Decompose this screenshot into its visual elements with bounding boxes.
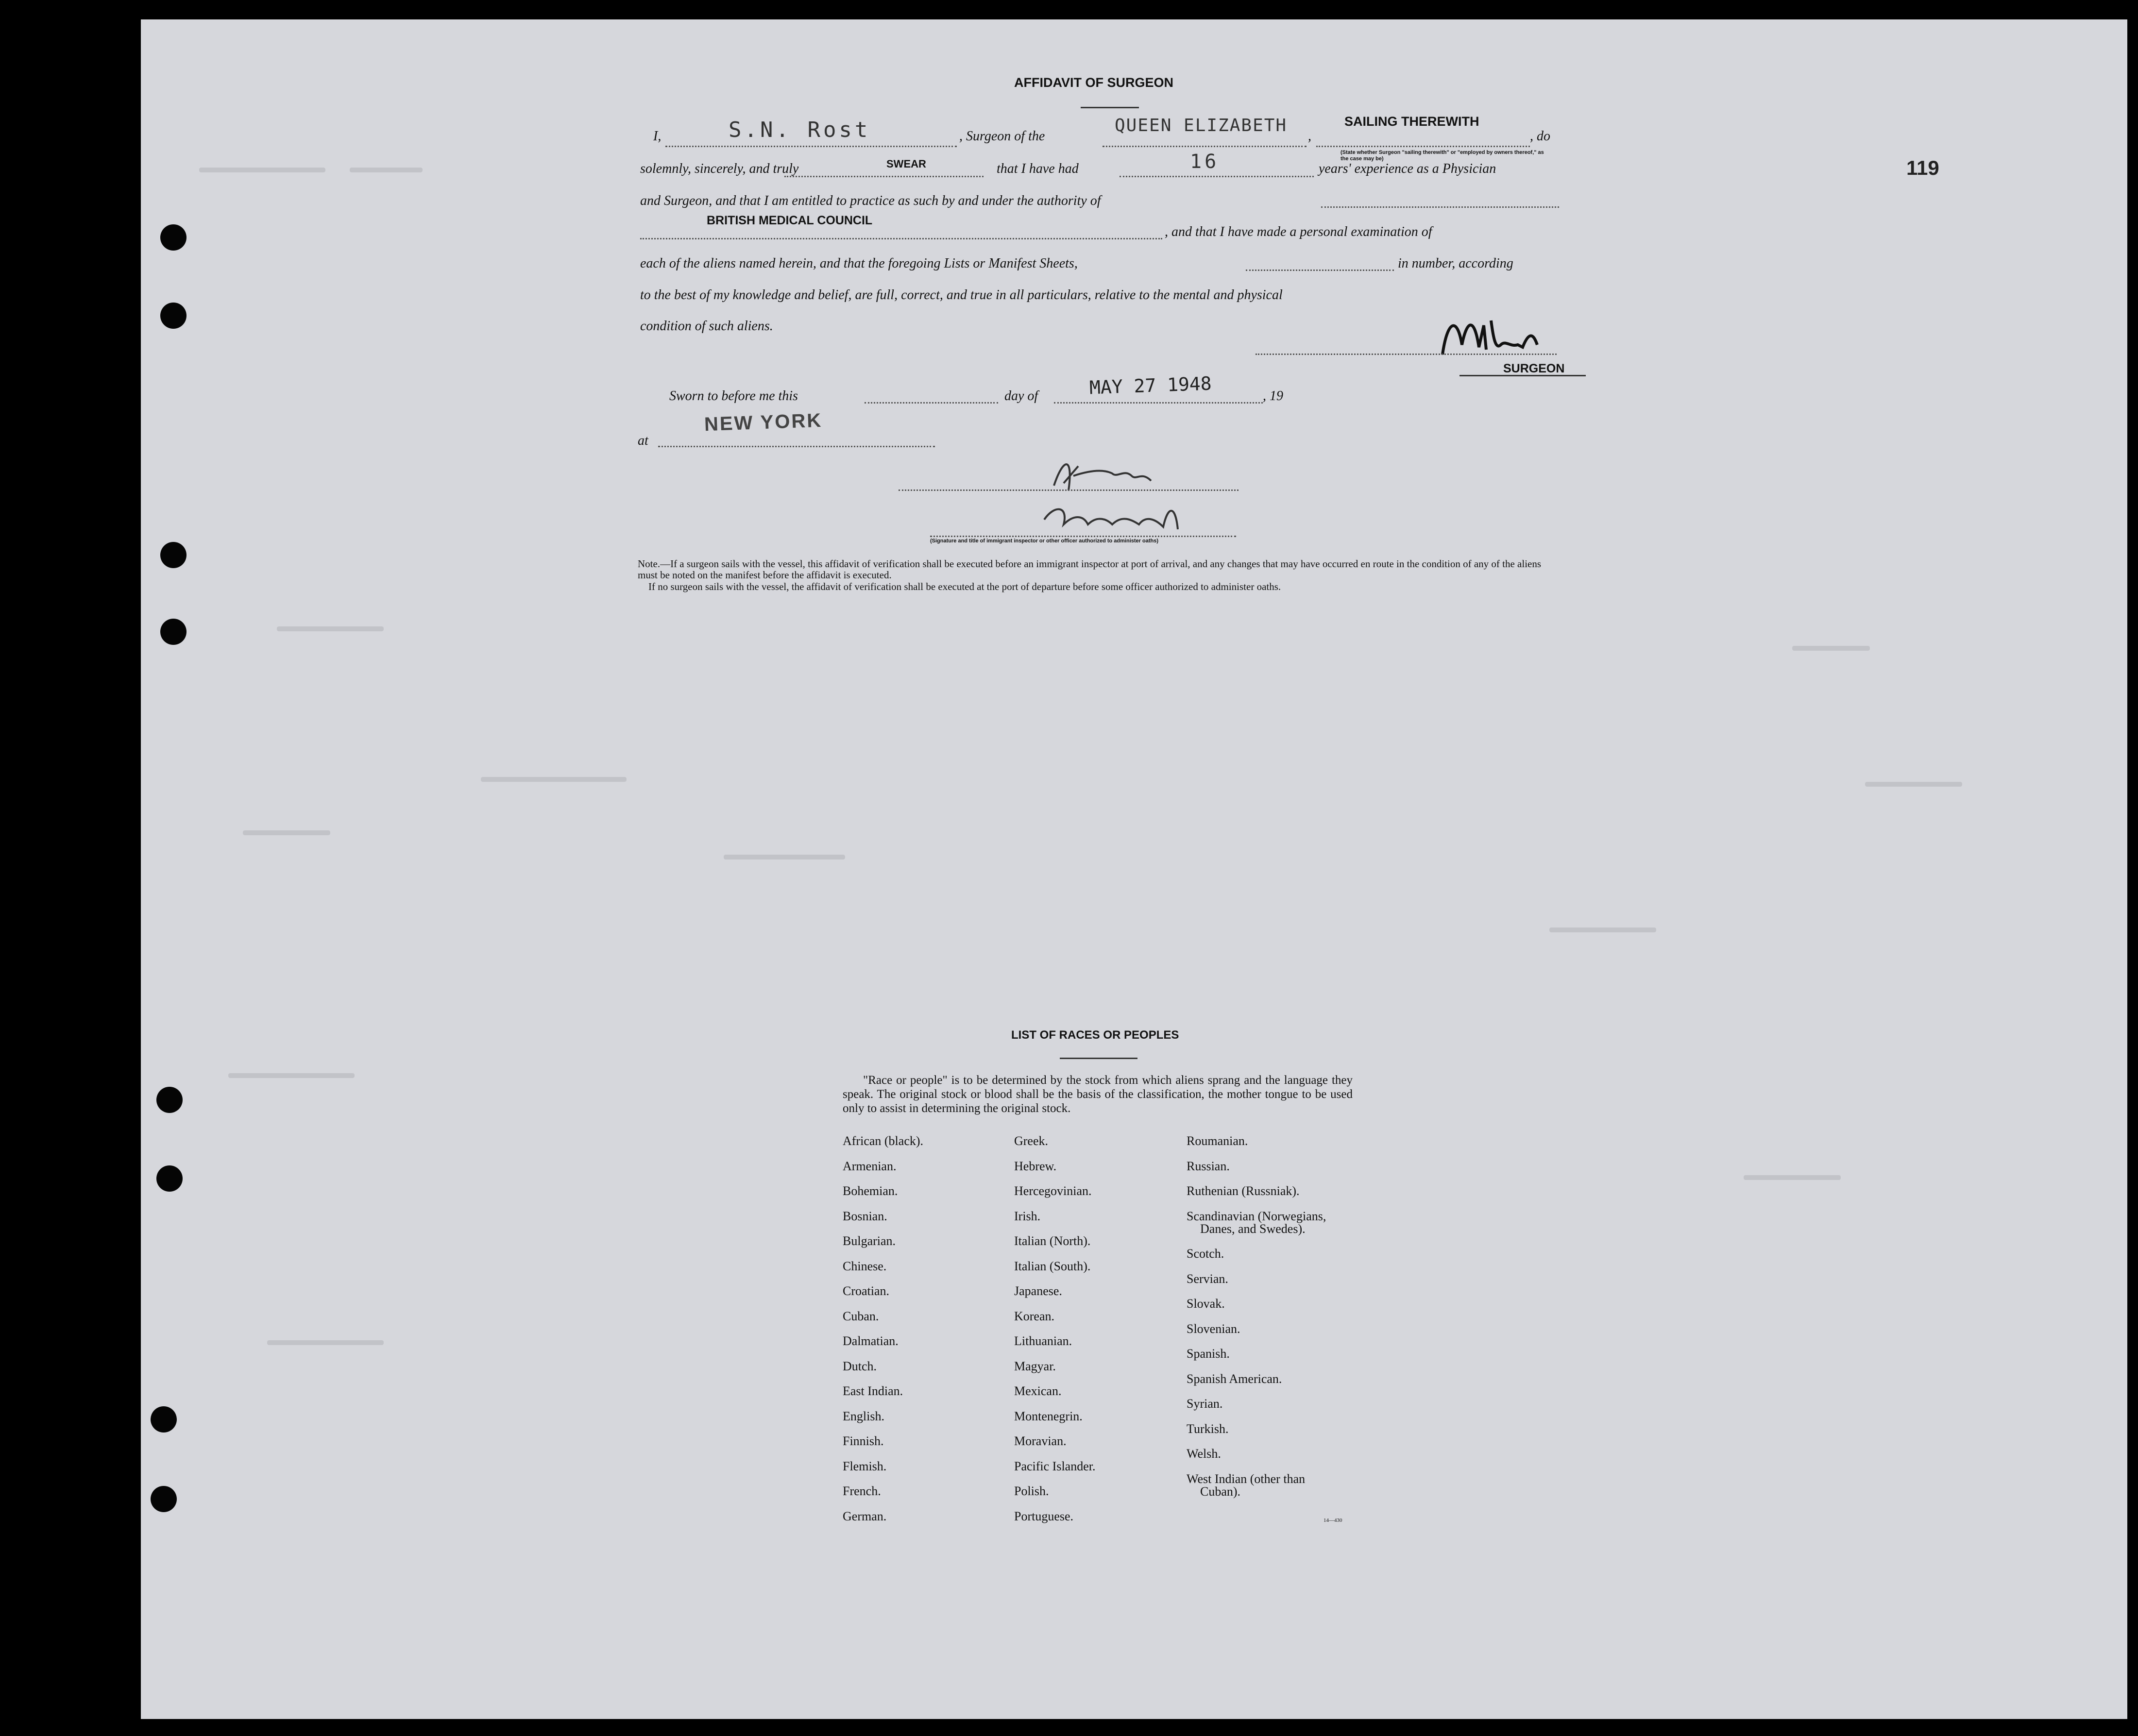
punch-hole [160, 224, 187, 251]
race-entry: Ruthenian (Russniak). [1187, 1184, 1300, 1198]
sworn-month-field-line [1054, 402, 1263, 404]
race-entry: French. [843, 1484, 881, 1498]
line6: to the best of my knowledge and belief, are full, correct, and true in all particulars, relative to the mental and physical [640, 287, 1283, 303]
status-field-line [1316, 146, 1530, 147]
race-entry: Armenian. [843, 1159, 897, 1173]
race-entry: Russian. [1187, 1159, 1230, 1173]
line4-end: , and that I have made a personal examination of [1165, 224, 1432, 239]
sailing-status-stamp: SAILING THEREWITH [1344, 114, 1479, 129]
bleed-through-mark [277, 626, 384, 631]
punch-hole [160, 542, 187, 568]
officer-caption: (Signature and title of immigrant inspector or other officer authorized to administer oaths) [930, 538, 1158, 544]
race-entry: Hercegovinian. [1014, 1184, 1092, 1198]
race-entry: Italian (South). [1014, 1259, 1091, 1273]
sworn-prefix: Sworn to before me this [669, 388, 798, 404]
race-entry: Portuguese. [1014, 1509, 1074, 1523]
affidavit-title: AFFIDAVIT OF SURGEON [1014, 75, 1173, 90]
race-entry: Scotch. [1187, 1247, 1224, 1261]
races-intro: "Race or people" is to be determined by the stock from which aliens sprang and the language they speak. The original stock or blood shall be the basis of the classification, the mother tongue to be used only to assist in determining the original stock. [843, 1074, 1353, 1115]
race-entry: Polish. [1014, 1484, 1049, 1498]
sworn-day-field-line [865, 402, 998, 404]
years-field-line [1120, 176, 1314, 177]
years-handwritten: 16 [1190, 151, 1220, 173]
note-paragraph-2: If no surgeon sails with the vessel, the affidavit of verification shall be executed at the port of departure before some officer authorized to administer oaths. [648, 581, 1281, 592]
vessel-name: QUEEN ELIZABETH [1115, 116, 1288, 135]
authority-field-line-1 [1321, 206, 1559, 208]
punch-hole [160, 303, 187, 329]
race-entry: East Indian. [843, 1384, 903, 1398]
race-entry: Cuban. [843, 1309, 879, 1323]
form-number: 14—430 [1324, 1517, 1342, 1523]
race-entry: Irish. [1014, 1209, 1041, 1223]
race-entry: Spanish American. [1187, 1371, 1282, 1386]
race-entry: Slovak. [1187, 1297, 1225, 1311]
bleed-through-mark [267, 1340, 384, 1345]
line2-end: years' experience as a Physician [1319, 161, 1496, 176]
status-hint: (State whether Surgeon "sailing therewith" or "employed by owners thereof," as the case may be) [1340, 150, 1544, 162]
bleed-through-mark [481, 777, 627, 782]
bleed-through-mark [1549, 927, 1656, 932]
document-sheet [141, 19, 2127, 1719]
title-rule [1081, 107, 1139, 108]
line5-a: each of the aliens named herein, and that the foregoing Lists or Manifest Sheets, [640, 256, 1078, 271]
bleed-through-mark [1865, 782, 1962, 787]
races-title: LIST OF RACES OR PEOPLES [1011, 1028, 1179, 1042]
race-entry: Bosnian. [843, 1209, 887, 1223]
race-entry: German. [843, 1509, 887, 1523]
race-entry: Montenegrin. [1014, 1409, 1083, 1423]
race-entry: Bulgarian. [843, 1234, 896, 1248]
race-entry: Welsh. [1187, 1447, 1221, 1461]
race-entry: Finnish. [843, 1434, 884, 1448]
date-stamp: MAY 27 1948 [1089, 372, 1212, 399]
oath-field-line [784, 176, 984, 177]
line7: condition of such aliens. [640, 319, 773, 334]
race-entry: Servian. [1187, 1271, 1228, 1286]
oath-word-stamp: SWEAR [886, 158, 926, 170]
surgeon-name: S.N. Rost [729, 118, 871, 142]
bleed-through-mark [1792, 646, 1870, 651]
punch-hole [151, 1486, 177, 1512]
officer-line-1 [899, 489, 1239, 491]
authority-stamp: BRITISH MEDICAL COUNCIL [707, 214, 873, 227]
line2-prefix: solemnly, sincerely, and truly [640, 161, 799, 176]
race-entry: African (black). [843, 1134, 924, 1148]
at-label: at [638, 433, 648, 448]
page-number: 119 [1906, 156, 1939, 179]
race-entry: West Indian (other than [1187, 1471, 1306, 1486]
race-entry: Lithuanian. [1014, 1334, 1072, 1348]
surgeon-underline [1459, 375, 1586, 376]
race-entry: Magyar. [1014, 1359, 1056, 1373]
race-entry: Turkish. [1187, 1421, 1229, 1436]
race-entry: Flemish. [843, 1459, 887, 1473]
place-field-line [658, 446, 935, 447]
race-entry: Mexican. [1014, 1384, 1062, 1398]
name-field-line [665, 146, 957, 147]
bleed-through-mark [1744, 1175, 1841, 1180]
punch-hole [156, 1087, 183, 1113]
race-entry: Hebrew. [1014, 1159, 1057, 1173]
note-paragraph-1: Note.—If a surgeon sails with the vessel, this affidavit of verification shall be executed before an immigrant inspector at port of arrival, and any changes that may have occurred en route in the condition of any of the aliens must be noted on the manifest before the affidavit is executed. [638, 558, 1542, 581]
race-entry: Spanish. [1187, 1347, 1230, 1361]
vessel-field-line [1103, 146, 1307, 147]
bleed-through-mark [199, 168, 325, 172]
race-entry: Danes, and Swedes). [1200, 1221, 1306, 1236]
race-entry: Korean. [1014, 1309, 1055, 1323]
race-entry: Greek. [1014, 1134, 1049, 1148]
race-entry: Japanese. [1014, 1284, 1062, 1298]
surgeon-label: SURGEON [1503, 362, 1565, 375]
race-entry: Syrian. [1187, 1397, 1223, 1411]
sworn-day-label: day of [1004, 388, 1038, 404]
race-entry: Chinese. [843, 1259, 887, 1273]
punch-hole [151, 1406, 177, 1433]
sheets-count-field-line [1246, 270, 1394, 271]
punch-hole [156, 1165, 183, 1192]
bleed-through-mark [228, 1073, 355, 1078]
sworn-year-suffix: , 19 [1263, 388, 1283, 404]
line2-mid: that I have had [997, 161, 1079, 176]
line1-end: , do [1530, 129, 1550, 144]
punch-hole [160, 619, 187, 645]
race-entry: Scandinavian (Norwegians, [1187, 1209, 1326, 1223]
authority-field-line-2 [640, 238, 1162, 239]
race-entry: Italian (North). [1014, 1234, 1091, 1248]
races-title-rule [1060, 1058, 1137, 1059]
race-entry: Slovenian. [1187, 1321, 1240, 1336]
race-entry: Moravian. [1014, 1434, 1067, 1448]
officer-signature [1035, 447, 1239, 544]
race-entry: Pacific Islander. [1014, 1459, 1096, 1473]
line1-mid: , Surgeon of the [959, 129, 1045, 144]
line3: and Surgeon, and that I am entitled to practice as such by and under the authority of [640, 193, 1101, 208]
race-entry: Croatian. [843, 1284, 890, 1298]
bleed-through-mark [350, 168, 423, 172]
officer-line-2 [930, 536, 1236, 537]
line1-prefix: I, [653, 129, 662, 144]
race-entry: Dutch. [843, 1359, 877, 1373]
place-stamp: NEW YORK [704, 409, 823, 436]
race-entry: English. [843, 1409, 884, 1423]
race-entry: Dalmatian. [843, 1334, 899, 1348]
bleed-through-mark [724, 855, 845, 860]
line5-b: in number, according [1398, 256, 1513, 271]
race-entry: Cuban). [1200, 1484, 1241, 1499]
surgeon-signature-line [1256, 354, 1557, 355]
race-entry: Bohemian. [843, 1184, 898, 1198]
race-entry: Roumanian. [1187, 1134, 1248, 1148]
bleed-through-mark [243, 830, 330, 835]
